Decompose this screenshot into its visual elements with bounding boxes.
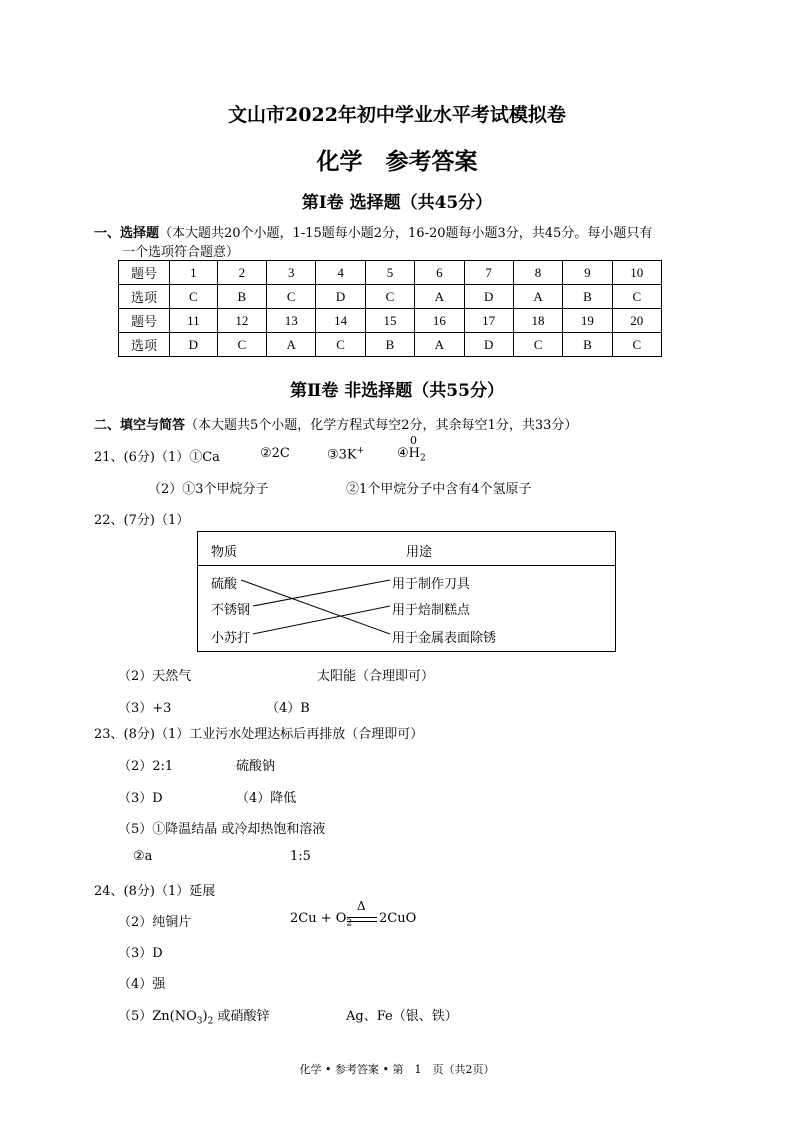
answer-table-row-header: 选项 bbox=[119, 333, 170, 357]
q22-use-1: 用于制作刀具 bbox=[392, 577, 471, 592]
answer-table-cell: 12 bbox=[217, 309, 266, 333]
q24-eq-right: 2CuO bbox=[379, 911, 417, 926]
q22-use-2: 用于焙制糕点 bbox=[392, 603, 471, 618]
answer-table-cell: D bbox=[464, 333, 513, 357]
q22-line3-b: （4）B bbox=[266, 701, 310, 716]
q23-line2-a: （2）2:1 bbox=[118, 759, 174, 774]
part1-section-desc: （本大题共20个小题，1-15题每小题2分，16-20题每小题3分，共45分。每小题只有 bbox=[159, 226, 653, 241]
q22-link-2 bbox=[253, 580, 390, 606]
answer-table-cell: D bbox=[464, 285, 513, 309]
q22-substance-1: 硫酸 bbox=[211, 577, 238, 592]
answer-table-cell: 15 bbox=[365, 309, 414, 333]
q21-valence-mark: 0 bbox=[410, 434, 417, 447]
answer-table-cell: 20 bbox=[612, 309, 661, 333]
q21-answer-3-sup: + bbox=[356, 446, 365, 456]
answer-table-cell: D bbox=[170, 333, 218, 357]
q22-substance-2: 不锈钢 bbox=[211, 603, 251, 618]
q22-substance-3: 小苏打 bbox=[211, 631, 251, 646]
q21-line2-a: （2）①3个甲烷分子 bbox=[148, 482, 269, 497]
q22-label: 22、(7分)（1） bbox=[94, 513, 190, 528]
q21-answer-4-sub: 2 bbox=[420, 453, 426, 464]
part1-heading: 第Ⅰ卷 选择题（共45分） bbox=[301, 193, 493, 213]
q24-line2-a: （2）纯铜片 bbox=[118, 915, 192, 930]
answer-table-cell: A bbox=[415, 285, 464, 309]
page-title: 文山市2022年初中学业水平考试模拟卷 bbox=[228, 104, 566, 126]
answer-table-cell: C bbox=[217, 333, 266, 357]
answer-table-cell: 13 bbox=[267, 309, 316, 333]
answer-table-cell: D bbox=[316, 285, 365, 309]
part1-section-label: 一、选择题 bbox=[94, 226, 160, 241]
q22-line2-a: （2）天然气 bbox=[118, 669, 192, 684]
q21-line2-b: ②1个甲烷分子中含有4个氢原子 bbox=[346, 482, 532, 497]
q23-line5-a: ②a bbox=[133, 849, 153, 864]
answer-table-cell: 16 bbox=[415, 309, 464, 333]
answer-table-cell: C bbox=[365, 285, 414, 309]
q21-answer-3-text: ③3K bbox=[327, 447, 357, 463]
q22-use-3: 用于金属表面除锈 bbox=[392, 631, 497, 646]
q24-line5-a-sub2: 2 bbox=[207, 1016, 214, 1027]
q24-eq-condition: Δ bbox=[357, 899, 366, 913]
q22-header-right: 用途 bbox=[406, 545, 433, 560]
part2-section-desc: （本大题共5个小题，化学方程式每空2分，其余每空1分，共33分） bbox=[185, 418, 578, 433]
answer-table-cell: B bbox=[217, 285, 266, 309]
answer-table-cell: C bbox=[513, 333, 562, 357]
q22-header-left: 物质 bbox=[211, 545, 238, 560]
answer-table-cell: A bbox=[267, 333, 316, 357]
q24-line5-a-part3: 或硝酸锌 bbox=[213, 1009, 270, 1024]
answer-table-cell: C bbox=[316, 333, 365, 357]
answer-table-cell: 3 bbox=[267, 261, 316, 285]
q24-label: 24、(8分)（1）延展 bbox=[94, 884, 216, 899]
page-subtitle: 化学 参考答案 bbox=[316, 148, 478, 175]
q24-eq-sign bbox=[347, 917, 377, 922]
q24-line5-b: Ag、Fe（银、铁） bbox=[346, 1009, 458, 1024]
q23-line3-a: （3）D bbox=[118, 791, 163, 806]
q24-line3: （3）D bbox=[118, 946, 163, 961]
answer-table-cell: 4 bbox=[316, 261, 365, 285]
answer-table-cell: 8 bbox=[513, 261, 562, 285]
answer-table-cell: C bbox=[267, 285, 316, 309]
answer-table-cell: 19 bbox=[563, 309, 612, 333]
answer-table-cell: B bbox=[563, 285, 612, 309]
answer-table-cell: 7 bbox=[464, 261, 513, 285]
q23-label: 23、(8分)（1）工业污水处理达标后再排放（合理即可） bbox=[94, 727, 424, 742]
answer-table-cell: B bbox=[365, 333, 414, 357]
q22-line3-a: （3）+3 bbox=[118, 701, 172, 716]
page-footer: 化学 • 参考答案 • 第 1 页（共2页） bbox=[299, 1063, 495, 1076]
q24-line5-a-sub1: 3 bbox=[196, 1016, 203, 1027]
answer-table-row-header: 题号 bbox=[119, 261, 170, 285]
q21-label: 21、(6分)（1）①Ca bbox=[94, 450, 220, 465]
q22-link-1 bbox=[241, 580, 390, 634]
answer-table-cell: 2 bbox=[217, 261, 266, 285]
answer-table-cell: C bbox=[170, 285, 218, 309]
answer-table-row-header: 题号 bbox=[119, 309, 170, 333]
part2-heading: 第Ⅱ卷 非选择题（共55分） bbox=[290, 381, 504, 401]
answer-table-cell: 9 bbox=[563, 261, 612, 285]
answer-table-cell: 10 bbox=[612, 261, 661, 285]
q24-line5-a bbox=[118, 1005, 269, 1027]
answer-table-cell: 6 bbox=[415, 261, 464, 285]
answer-table-cell: C bbox=[612, 333, 661, 357]
answer-table-cell: B bbox=[563, 333, 612, 357]
answer-table-cell: 1 bbox=[170, 261, 218, 285]
q24-eq-sub: 2 bbox=[346, 918, 353, 929]
answer-table-cell: A bbox=[513, 285, 562, 309]
answer-table-cell: C bbox=[612, 285, 661, 309]
part2-section-label: 二、填空与简答 bbox=[94, 418, 186, 433]
q21-answer-2: ②2C bbox=[260, 446, 290, 461]
q23-line2-b: 硫酸钠 bbox=[236, 759, 276, 774]
q23-line5-b: 1:5 bbox=[290, 849, 311, 864]
answer-table-cell: 18 bbox=[513, 309, 562, 333]
q22-line2-b: 太阳能（合理即可） bbox=[317, 669, 435, 684]
part1-section-line2: 一个选项符合题意） bbox=[122, 245, 240, 260]
q23-line3-b: （4）降低 bbox=[236, 791, 297, 806]
answer-table-cell: 5 bbox=[365, 261, 414, 285]
answer-table-row-header: 选项 bbox=[119, 285, 170, 309]
answer-table-cell: 14 bbox=[316, 309, 365, 333]
q21-answer-4-text: ④H bbox=[397, 446, 420, 461]
q24-line5-a-part2: ) bbox=[202, 1009, 208, 1024]
answer-table-cell: 17 bbox=[464, 309, 513, 333]
q24-equation-left bbox=[290, 911, 352, 929]
q24-line4: （4）强 bbox=[118, 977, 166, 992]
answer-table-cell: A bbox=[415, 333, 464, 357]
q22-link-3 bbox=[253, 606, 390, 634]
q23-line4: （5）①降温结晶 或冷却热饱和溶液 bbox=[118, 822, 326, 837]
answer-table-cell: 11 bbox=[170, 309, 218, 333]
q24-line5-a-part1: （5）Zn(NO bbox=[118, 1009, 197, 1024]
q24-eq-reactants: 2Cu + O bbox=[290, 911, 347, 926]
